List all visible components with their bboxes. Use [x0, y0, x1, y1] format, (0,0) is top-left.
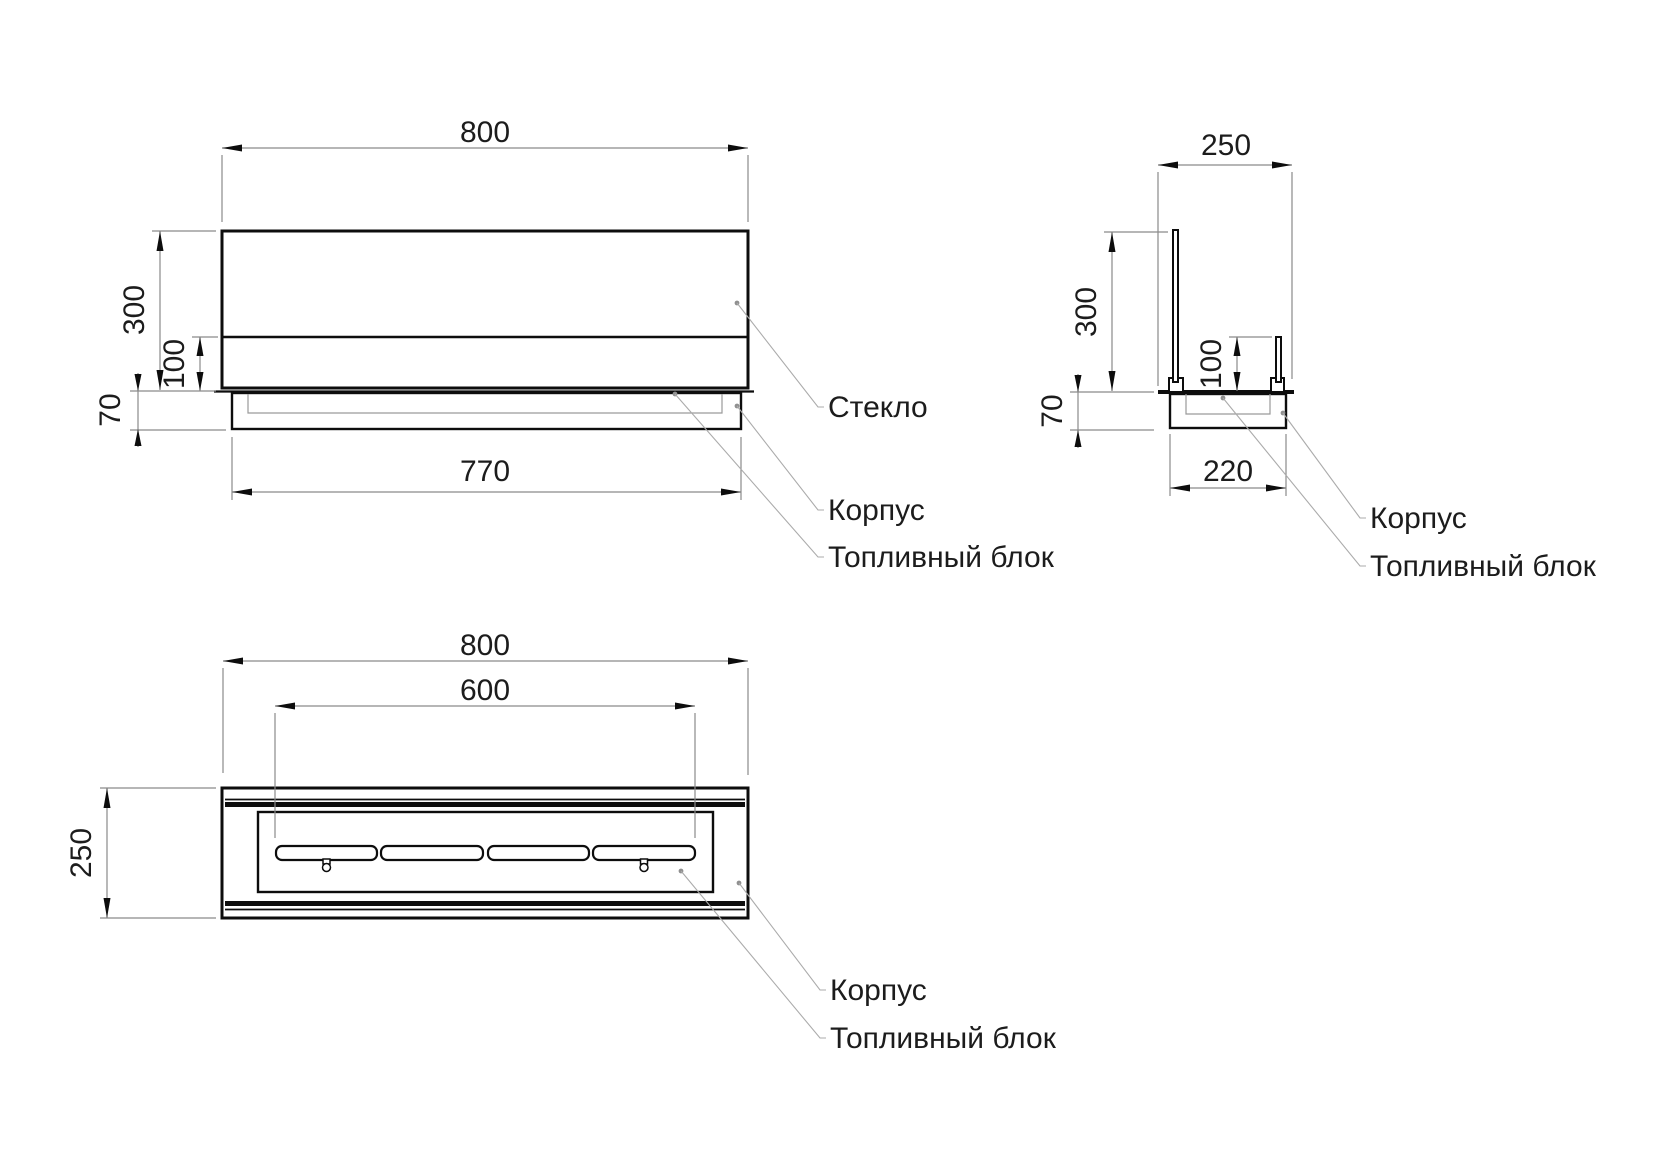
side-dim-fuel-height	[1195, 337, 1272, 391]
front-dim-fuel-height	[158, 337, 218, 391]
side-dim-base-height	[1036, 374, 1154, 448]
side-dim-glass-height-text: 300	[1070, 286, 1103, 338]
plan-view	[65, 629, 1057, 1055]
arrowhead	[135, 429, 142, 446]
plan-dim-burner-row-text: 600	[459, 674, 511, 707]
arrowhead	[223, 658, 243, 665]
arrowhead	[1234, 337, 1241, 356]
side-base-box	[1170, 394, 1286, 428]
front-dim-width	[222, 116, 748, 222]
front-label-fuel: Топливный блок	[828, 541, 1054, 574]
arrowhead	[232, 489, 252, 496]
side-glass-short	[1276, 337, 1281, 382]
plan-label-fuel: Топливный блок	[830, 1022, 1056, 1055]
side-dim-base-depth	[1170, 434, 1286, 496]
arrowhead	[104, 788, 111, 808]
front-dim-glass-height-text: 300	[118, 284, 151, 336]
arrowhead	[1158, 162, 1178, 169]
arrowhead	[728, 145, 748, 152]
arrowhead	[721, 489, 741, 496]
arrowhead	[104, 898, 111, 918]
side-glass-tall	[1173, 230, 1178, 382]
front-label-glass: Стекло	[828, 391, 928, 424]
side-dim-base-height-text: 70	[1036, 394, 1069, 428]
front-base-box	[232, 393, 741, 429]
arrowhead	[1075, 375, 1082, 392]
arrowhead	[1266, 485, 1286, 492]
front-label-body: Корпус	[828, 494, 925, 527]
side-label-body: Корпус	[1370, 502, 1467, 535]
arrowhead	[197, 372, 204, 391]
plan-fuel-block	[258, 812, 713, 892]
front-dim-width-text: 800	[459, 116, 511, 149]
front-dim-base-width-text: 770	[459, 455, 511, 488]
arrowhead	[197, 337, 204, 356]
arrowhead	[1075, 430, 1082, 447]
arrowhead	[222, 145, 242, 152]
plan-dim-width-text: 800	[459, 629, 511, 662]
side-view	[1036, 129, 1597, 583]
side-dim-base-depth-text: 220	[1202, 455, 1254, 488]
arrowhead	[728, 658, 748, 665]
arrowhead	[675, 703, 695, 710]
plan-label-body: Корпус	[830, 974, 927, 1007]
arrowhead	[1109, 371, 1116, 391]
arrowhead	[1170, 485, 1190, 492]
front-dim-fuel-height-text: 100	[158, 338, 191, 390]
side-dim-depth-text: 250	[1200, 129, 1252, 162]
plan-dim-depth	[65, 788, 216, 918]
side-label-fuel: Топливный блок	[1370, 550, 1596, 583]
arrowhead	[1109, 232, 1116, 252]
plan-slider-knob-left	[323, 859, 331, 872]
front-dim-base-height-text: 70	[94, 393, 127, 427]
plan-dim-depth-text: 250	[65, 827, 98, 879]
plan-slider-knob-right	[640, 859, 648, 872]
arrowhead	[135, 374, 142, 391]
front-body-outline	[222, 231, 748, 388]
side-dim-glass-height	[1070, 232, 1168, 391]
arrowhead	[1272, 162, 1292, 169]
front-dim-base-width	[232, 437, 741, 500]
side-dim-fuel-height-text: 100	[1195, 338, 1228, 390]
arrowhead	[1234, 372, 1241, 391]
arrowhead	[157, 231, 164, 251]
arrowhead	[275, 703, 295, 710]
front-view	[94, 116, 1055, 574]
